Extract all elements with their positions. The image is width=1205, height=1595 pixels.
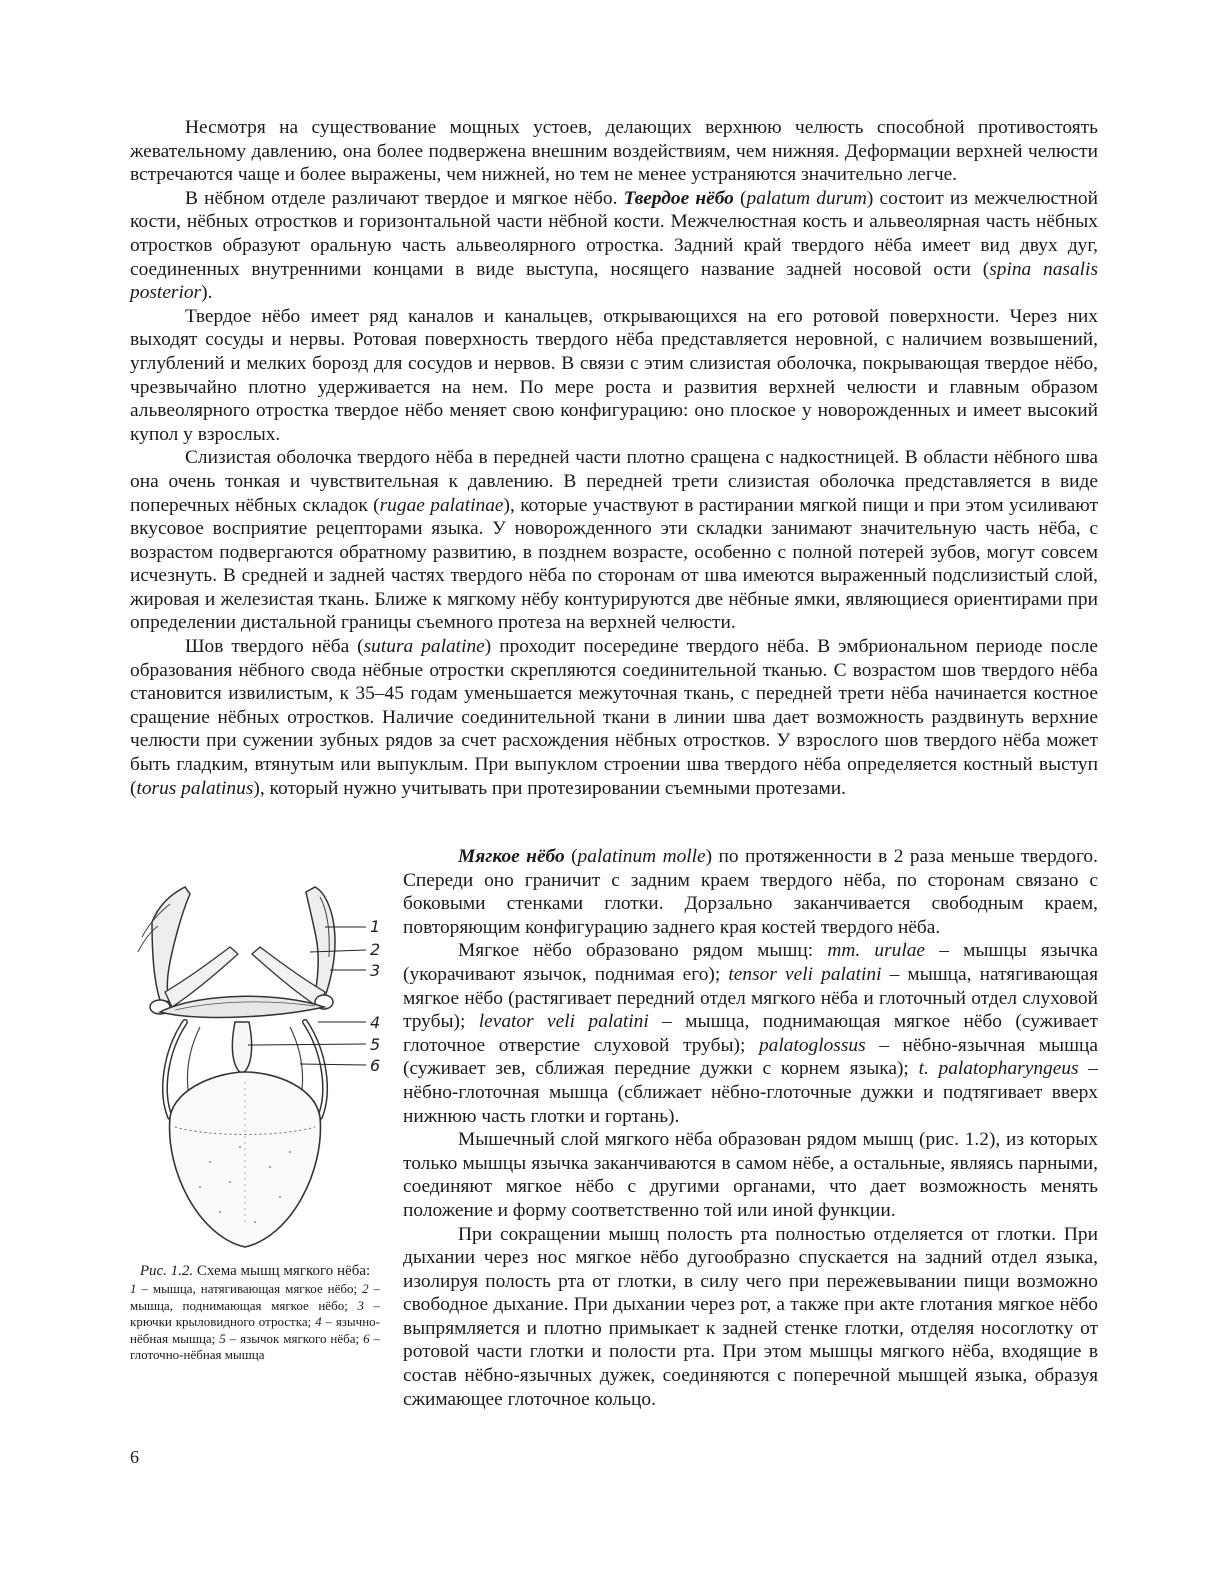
figure-label-3: 3 — [370, 961, 381, 980]
main-paragraph: Шов твердого нёба (sutura palatine) проходит посередине твердого нёба. В эмбриональном периоде после образования нёбного свода нёбные отростки скрепляются соединительной тканью. С возрастом шов твердого нёба становится извилистым, к 35–45 годам уменьшается межуточная ткань, с передней трети нёба начинается костное сращение нёбных отростков. Наличие соединительной ткани в линии шва дает возможность раздвинуть верхние челюсти при сужении зубных рядов за счет расхождения нёбных отростков. У взрослого шов твердого нёба может быть гладким, втянутым или выпуклым. При выпуклом строении шва твердого нёба определяется костный выступ (torus palatinus), который нужно учитывать при протезировании съемными протезами. — [130, 636, 1098, 799]
right-paragraph: Мягкое нёбо (palatinum molle) по протяженности в 2 раза меньше твердого. Спереди оно граничит с задним краем твердого нёба, по сторонам связано с боковыми стенками глотки. Дорзально заканчивается свободным краем, повторяющим конфигурацию заднего края костей твердого нёба. — [403, 846, 1098, 938]
right-paragraph: При сокращении мышц полость рта полностью отделяется от глотки. При дыхании через нос мягкое нёбо дугообразно спускается на задний отдел языка, изолируя полость рта от глотки, в силу чего при пережевывании пищи возможно свободное дыхание. При дыхании через рот, а также при акте глотания мягкое нёбо выпрямляется и плотно примыкает к задней стенке глотки, отделяя носоглотку от ротовой части глотки и полости рта. При этом мышцы мягкого нёба, входящие в состав нёбно-язычных дужек, соединяются с поперечной мышцей языка, образуя сжимающее глоточное кольцо. — [403, 1223, 1098, 1410]
caption-item-text: – глоточно-нёбная мышца — [130, 1330, 380, 1363]
figure-label-1: 1 — [370, 917, 381, 936]
caption-item-number: 2 — [362, 1281, 369, 1296]
figure-soft-palate-muscles — [130, 882, 390, 1252]
main-paragraph: Твердое нёбо имеет ряд каналов и канальцев, открывающихся на его ротовой поверхности. Через них выходят сосуды и нервы. Ротовая поверхность твердого нёба представляется неровной, с наличием возвышений, углублений и мелких борозд для сосудов и нервов. В связи с этим слизистая оболочка, покрывающая твердое нёбо, чрезвычайно плотно удерживается на нем. По мере роста и развития верхней челюсти и главным образом альвеолярного отростка твердое нёбо меняет свою конфигурацию: оно плоское у новорожденных и имеет высокий купол у взрослых. — [130, 305, 1098, 445]
main-paragraph: Слизистая оболочка твердого нёба в передней части плотно сращена с надкостницей. В области нёбного шва она очень тонкая и чувствительная к давлению. В передней трети слизистая оболочка представляется в виде поперечных нёбных складок (rugae palatinae), которые участвуют в растирании мягкой пищи и при этом усиливают вкусовое восприятие рецепторами языка. У новорожденного эти складки занимают значительную часть нёба, с возрастом подвергаются обратному развитию, в позднем возрасте, особенно с полной потерей зубов, могут совсем исчезнуть. В средней и задней частях твердого нёба по сторонам от шва имеются выраженный подслизистый слой, жировая и железистая ткань. Ближе к мягкому нёбу контурируются две нёбные ямки, являющиеся ориентирами при определении дистальной границы съемного протеза на верхней челюсти. — [130, 447, 1098, 634]
caption-item-text: – мышца, поднимающая мягкое нёбо; — [130, 1281, 381, 1313]
caption-item-text: – мышца, натягивающая мягкое нёбо; — [136, 1281, 363, 1296]
soft-palate-diagram — [130, 882, 390, 1252]
figure-label-4: 4 — [370, 1013, 381, 1032]
caption-item-number: 6 — [363, 1330, 370, 1346]
page-number: 6 — [130, 1447, 139, 1467]
caption-item-text: – язычок мягкого нёба; — [225, 1330, 364, 1346]
figure-caption — [130, 1262, 380, 1364]
figure-label-6: 6 — [370, 1056, 381, 1075]
main-paragraph: В нёбном отделе различают твердое и мягкое нёбо. Твердое нёбо (palatum durum) состоит из межчелюстной кости, нёбных отростков и горизонтальной части нёбной кости. Межчелюстная кость и альвеолярная часть нёбных отростков образуют оральную часть альвеолярного отростка. Задний край твердого нёба имеет вид двух дуг, соединенных внутренними концами в виде выступа, носящего название задней носовой ости (spina nasalis posterior). — [130, 187, 1098, 304]
right-paragraph: Мягкое нёбо образовано рядом мышц: mm. urulae – мышцы язычка (укорачивают язычок, поднимая его); tensor veli palatini – мышца, натягивающая мягкое нёбо (растягивает передний отдел мягкого нёба и глоточный отдел слуховой трубы); levator veli palatini – мышца, поднимающая мягкое нёбо (суживает глоточное отверстие слуховой трубы); palatoglossus – нёбно-язычная мышца (суживает зев, сближая передние дужки с корнем языка); t. palatopharyngeus – нёбно-глоточная мышца (сближает нёбно-глоточные дужки и подтягивает вверх нижнюю часть глотки и гортань). — [403, 940, 1099, 1127]
right-column-text — [403, 845, 1098, 1411]
caption-item-number: 5 — [219, 1330, 226, 1346]
figure-caption-legend — [130, 1281, 380, 1364]
right-paragraph: Мышечный слой мягкого нёба образован рядом мышц (рис. 1.2), из которых только мышцы язычка заканчиваются в самом нёбе, а остальные, являясь парными, соединяют мягкое нёбо с другими органами, что дает возможность менять положение и форму соответственно той или иной функции. — [403, 1129, 1098, 1221]
main-paragraph: Несмотря на существование мощных устоев, делающих верхнюю челюсть способной противостоять жевательному давлению, она более подвержена внешним воздействиям, чем нижняя. Деформации верхней челюсти встречаются чаще и более выражены, чем нижней, но тем не менее устраняются значительно легче. — [130, 117, 1098, 186]
caption-item-number: 1 — [130, 1281, 137, 1296]
caption-item-number: 3 — [357, 1297, 364, 1313]
caption-item-text: – крючки крыловидного отростка; — [130, 1297, 381, 1330]
caption-item-number: 4 — [315, 1314, 322, 1330]
main-text — [130, 116, 1098, 800]
figure-label-5: 5 — [370, 1035, 381, 1054]
caption-item-text: – язычно-нёбная мышца; — [130, 1314, 380, 1346]
figure-label-2: 2 — [370, 940, 381, 959]
figure-caption-title: Рис. 1.2. Схема мышц мягкого нёба: — [139, 1263, 371, 1279]
